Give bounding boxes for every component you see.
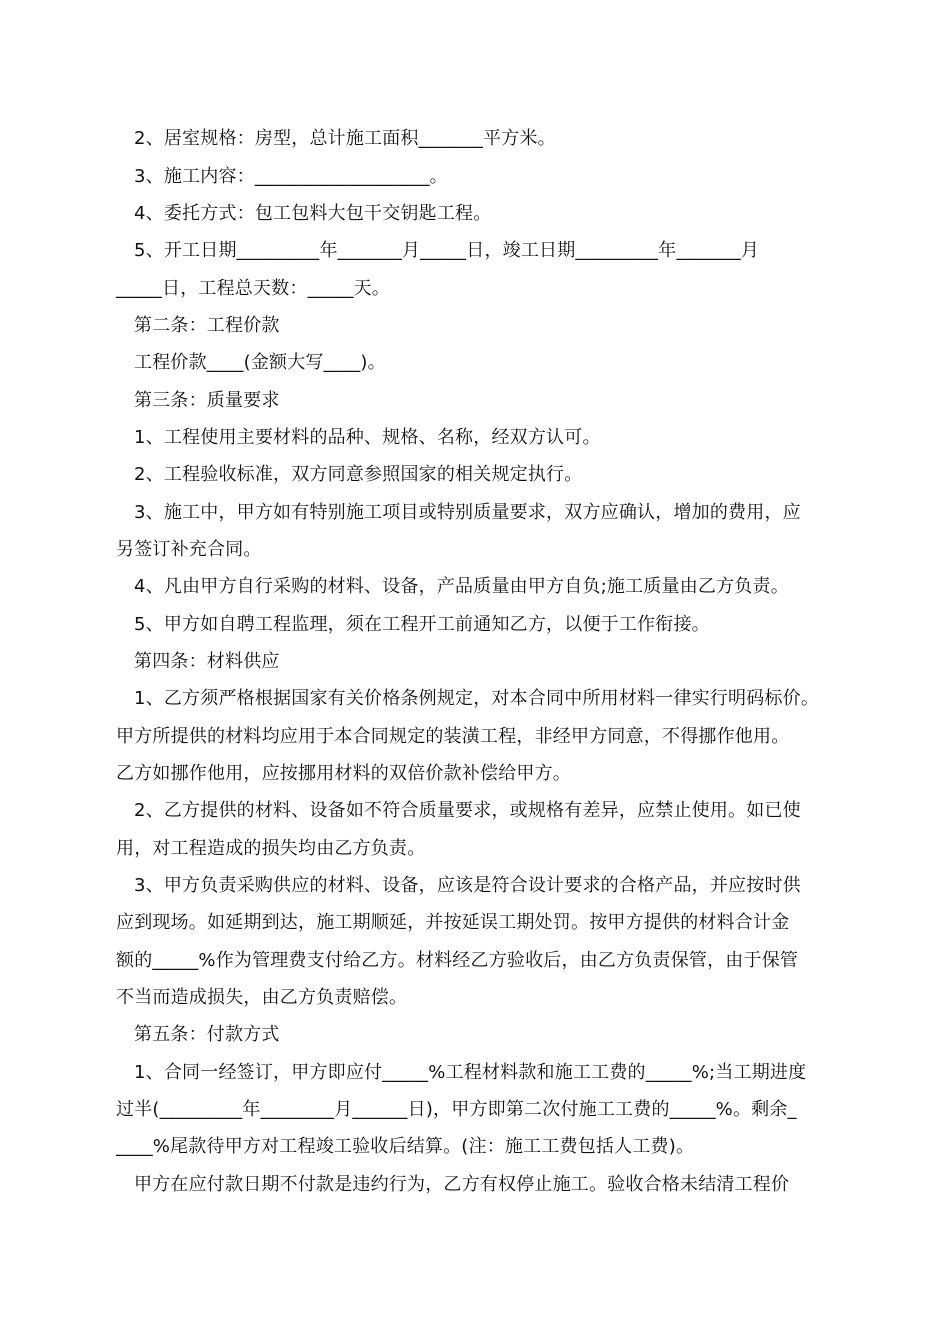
section-heading-payment: 第五条：付款方式 xyxy=(134,1024,280,1045)
clause-room-spec: 2、居室规格：房型，总计施工面积_______平方米。 xyxy=(134,128,556,149)
clause-quality-4: 4、凡由甲方自行采购的材料、设备，产品质量由甲方自负;施工质量由乙方负责。 xyxy=(134,576,789,597)
clause-quality-3-cont: 另签订补充合同。 xyxy=(116,539,262,560)
clause-materials-2-cont: 用，对工程造成的损失均由乙方负责。 xyxy=(116,838,426,859)
clause-schedule: 5、开工日期_________年_______月_____日，竣工日期_________年_______月 xyxy=(134,240,760,261)
clause-payment-1-cont-a: 过半(_________年________月______日)，甲方即第二次付施工工费的_____%。剩余_ xyxy=(116,1099,797,1120)
clause-quality-1: 1、工程使用主要材料的品种、规格、名称，经双方认可。 xyxy=(134,427,601,448)
clause-quality-3: 3、施工中，甲方如有特别施工项目或特别质量要求，双方应确认，增加的费用，应 xyxy=(134,502,801,523)
section-heading-materials: 第四条：材料供应 xyxy=(134,651,280,672)
clause-materials-1-cont-a: 甲方所提供的材料均应用于本合同规定的装潢工程，非经甲方同意，不得挪作他用。 xyxy=(116,726,790,747)
section-heading-quality: 第三条：质量要求 xyxy=(134,390,280,411)
section-heading-price: 第二条：工程价款 xyxy=(134,315,280,336)
clause-schedule-cont: _____日，工程总天数：_____天。 xyxy=(116,278,390,299)
clause-materials-2: 2、乙方提供的材料、设备如不符合质量要求，或规格有差异，应禁止使用。如已使 xyxy=(134,800,801,821)
clause-materials-3: 3、甲方负责采购供应的材料、设备，应该是符合设计要求的合格产品，并应按时供 xyxy=(134,875,801,896)
clause-quality-5: 5、甲方如自聘工程监理，须在工程开工前通知乙方，以便于工作衔接。 xyxy=(134,614,710,635)
clause-payment-1: 1、合同一经签订，甲方即应付_____%工程材料款和施工工费的_____%;当工期进度 xyxy=(134,1062,807,1083)
clause-materials-1: 1、乙方须严格根据国家有关价格条例规定，对本合同中所用材料一律实行明码标价。 xyxy=(134,688,820,709)
clause-materials-3-cont-b: 额的_____%作为管理费支付给乙方。材料经乙方验收后，由乙方负责保管，由于保管 xyxy=(116,950,799,971)
clause-payment-1-cont-b: ____%尾款待甲方对工程竣工验收后结算。(注：施工工费包括人工费)。 xyxy=(116,1136,695,1157)
clause-materials-1-cont-b: 乙方如挪作他用，应按挪用材料的双倍价款补偿给甲方。 xyxy=(116,763,571,784)
clause-price: 工程价款____(金额大写____)。 xyxy=(134,352,386,373)
clause-commission-method: 4、委托方式：包工包料大包干交钥匙工程。 xyxy=(134,203,492,224)
clause-payment-default: 甲方在应付款日期不付款是违约行为，乙方有权停止施工。验收合格未结清工程价 xyxy=(134,1174,790,1195)
clause-work-content: 3、施工内容：___________________。 xyxy=(134,166,448,187)
clause-materials-3-cont-c: 不当而造成损失，由乙方负责赔偿。 xyxy=(116,987,408,1008)
clause-quality-2: 2、工程验收标准，双方同意参照国家的相关规定执行。 xyxy=(134,464,583,485)
clause-materials-3-cont-a: 应到现场。如延期到达，施工期顺延，并按延误工期处罚。按甲方提供的材料合计金 xyxy=(116,912,790,933)
